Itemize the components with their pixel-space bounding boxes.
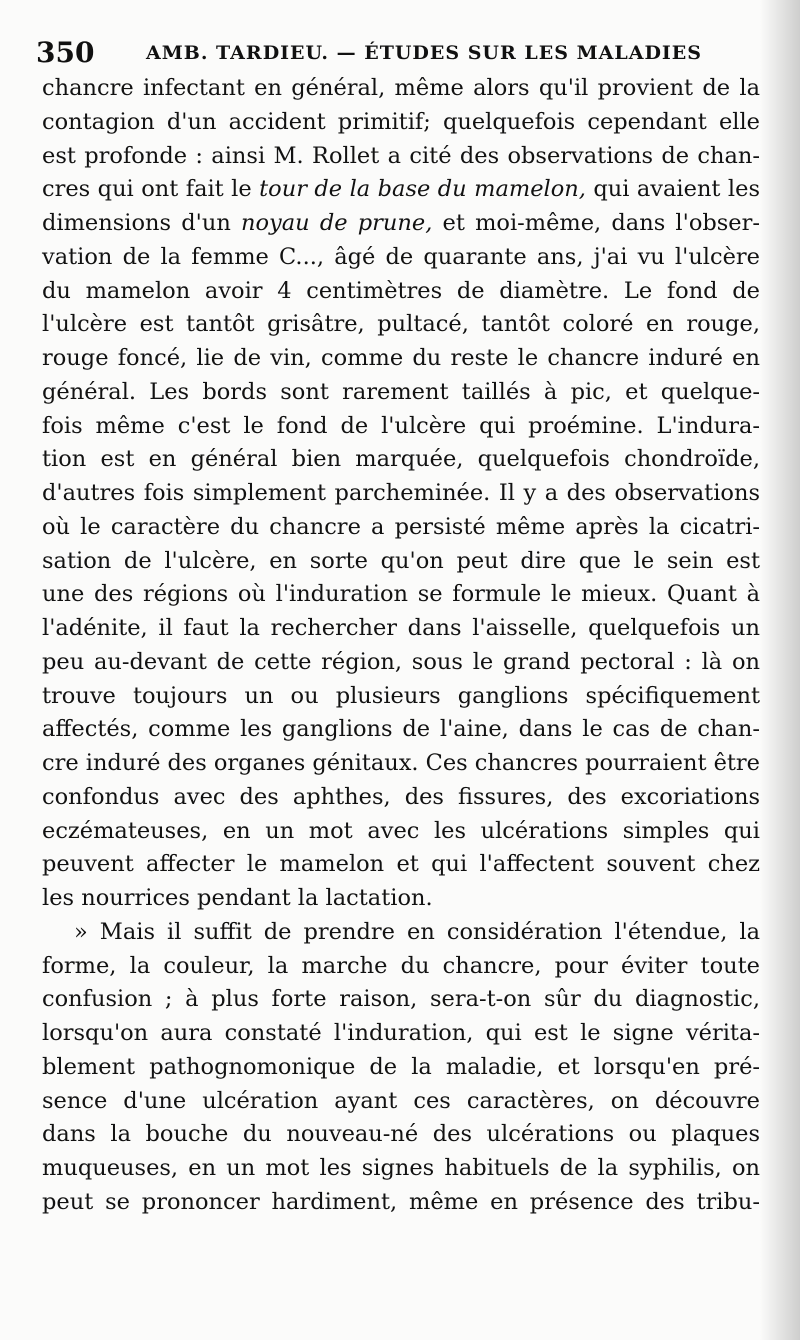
text-line: est profonde : ainsi M. Rollet a cité des observations de chan- <box>42 142 760 169</box>
page-edge-shadow <box>760 0 800 1340</box>
text-run: et moi-même, dans l'obser- <box>432 210 760 236</box>
text-line: confusion ; à plus forte raison, sera-t-on sûr du diagnostic, <box>42 986 760 1013</box>
text-line: trouve toujours un ou plusieurs ganglions spécifiquement <box>42 682 760 709</box>
text-line: peuvent affecter le mamelon et qui l'affectent souvent chez <box>42 851 760 878</box>
page-number: 350 <box>36 36 95 69</box>
text-line: général. Les bords sont rarement taillés à pic, et quelque- <box>42 378 760 405</box>
text-line: cre induré des organes génitaux. Ces chancres pourraient être <box>42 750 760 776</box>
text-line <box>42 207 760 241</box>
italic-text: tour de la base du mamelon, <box>259 176 586 203</box>
text-line: » Mais il suffit de prendre en considération l'étendue, la <box>74 918 760 945</box>
text-line: chancre infectant en général, même alors qu'il provient de la <box>42 75 760 101</box>
italic-text: noyau de prune, <box>241 210 433 236</box>
text-line: sation de l'ulcère, en sorte qu'on peut dire que le sein est <box>42 547 760 574</box>
text-line: une des régions où l'induration se formule le mieux. Quant à <box>42 581 760 608</box>
text-line: du mamelon avoir 4 centimètres de diamètre. Le fond de <box>42 277 760 304</box>
text-line: dans la bouche du nouveau-né des ulcérations ou plaques <box>42 1121 760 1148</box>
text-line: où le caractère du chancre a persisté même après la cicatri- <box>42 513 760 540</box>
text-line: l'ulcère est tantôt grisâtre, pultacé, tantôt coloré en rouge, <box>42 311 760 338</box>
text-line <box>42 173 760 207</box>
text-run: qui avaient les <box>585 176 760 203</box>
text-line: tion est en général bien marquée, quelquefois chondroïde, <box>42 446 760 473</box>
text-line: contagion d'un accident primitif; quelquefois cependant elle <box>42 108 760 135</box>
text-line: sence d'une ulcération ayant ces caractères, on découvre <box>42 1087 760 1114</box>
body-text <box>42 72 760 1220</box>
text-line: forme, la couleur, la marche du chancre, pour éviter toute <box>42 952 760 979</box>
text-line: fois même c'est le fond de l'ulcère qui proémine. L'indura- <box>42 412 760 439</box>
running-title: AMB. TARDIEU. — ÉTUDES SUR LES MALADIES <box>146 42 703 64</box>
text-line: lorsqu'on aura constaté l'induration, qui est le signe vérita- <box>42 1020 760 1046</box>
text-line: d'autres fois simplement parcheminée. Il y a des observations <box>42 480 760 506</box>
text-line: rouge foncé, lie de vin, comme du reste le chancre induré en <box>42 345 760 371</box>
running-header <box>36 36 766 72</box>
text-line: l'adénite, il faut la rechercher dans l'aisselle, quelquefois un <box>42 615 760 641</box>
text-line: peu au-devant de cette région, sous le grand pectoral : là on <box>42 648 760 675</box>
text-run: dimensions d'un <box>42 210 242 236</box>
text-line: confondus avec des aphthes, des fissures, des excoriations <box>42 783 760 810</box>
text-line: muqueuses, en un mot les signes habituels de la syphilis, on <box>42 1155 760 1181</box>
text-line: eczémateuses, en un mot avec les ulcérations simples qui <box>42 817 760 844</box>
text-line: peut se prononcer hardiment, même en présence des tribu- <box>42 1188 760 1215</box>
text-line: blement pathognomonique de la maladie, et lorsqu'en pré- <box>42 1053 760 1080</box>
text-line: affectés, comme les ganglions de l'aine, dans le cas de chan- <box>42 716 760 743</box>
text-line: les nourrices pendant la lactation. <box>42 885 433 911</box>
text-run: cres qui ont fait le <box>42 176 260 203</box>
text-line: vation de la femme C..., âgé de quarante ans, j'ai vu l'ulcère <box>42 243 760 270</box>
